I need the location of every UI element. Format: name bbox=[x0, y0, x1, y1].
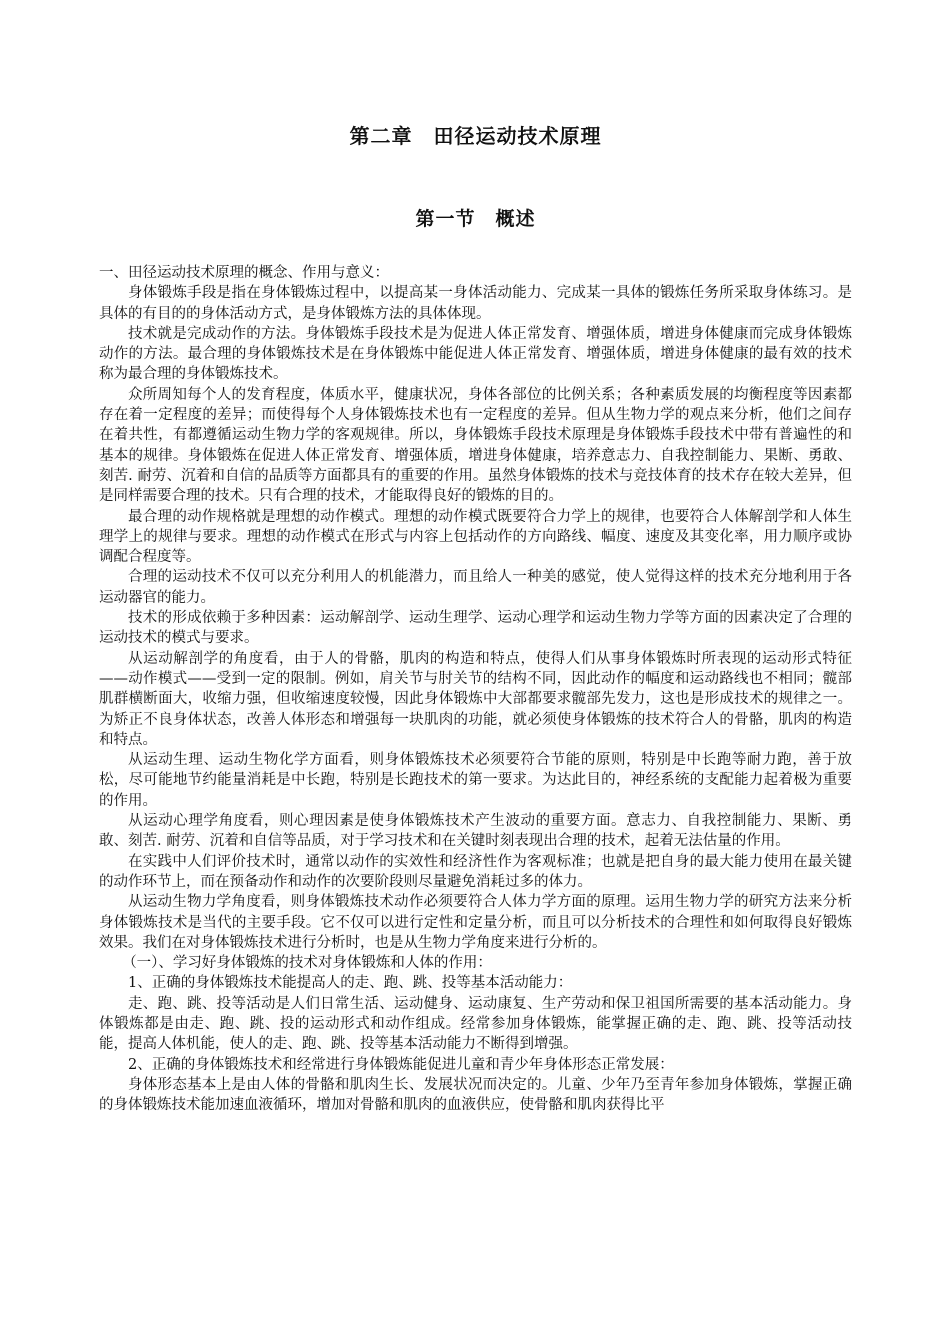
paragraph: 从运动心理学角度看，则心理因素是使身体锻炼技术产生波动的重要方面。意志力、自我控制能力、果断、勇敢、刻苦. 耐劳、沉着和自信等品质，对于学习技术和在关键时刻表现出合理的技术，起着无法估量的作用。 bbox=[99, 813, 852, 850]
paragraph: 合理的运动技术不仅可以充分利用人的机能潜力，而且给人一种美的感觉，使人觉得这样的技术充分地利用于各运动器官的能力。 bbox=[99, 569, 852, 606]
paragraph: 最合理的动作规格就是理想的动作模式。理想的动作模式既要符合力学上的规律，也要符合人体解剖学和人体生理学上的规律与要求。理想的动作模式在形式与内容上包括动作的方向路线、幅度、速度及其变化率，用力顺序或协调配合程度等。 bbox=[99, 508, 852, 566]
paragraph: 从运动解剖学的角度看，由于人的骨骼，肌肉的构造和特点，使得人们从事身体锻炼时所表现的运动形式特征——动作模式——受到一定的限制。例如，肩关节与肘关节的结构不同，因此动作的幅度和运动路线也不相同；髋部肌群横断面大，收缩力强，但收缩速度较慢，因此身体锻炼中大部都要求髋部先发力，这也是形成技术的规律之一。为矫正不良身体状态，改善人体形态和增强每一块肌肉的功能，就必须使身体锻炼的技术符合人的骨骼，肌肉的构造和特点。 bbox=[99, 650, 852, 748]
paragraph: 技术的形成依赖于多种因素：运动解剖学、运动生理学、运动心理学和运动生物力学等方面的因素决定了合理的运动技术的模式与要求。 bbox=[99, 610, 852, 647]
subheading-1: （一）、学习好身体锻炼的技术对身体锻炼和人体的作用： bbox=[122, 955, 492, 972]
item-2-title: 2、正确的身体锻炼技术和经常进行身体锻炼能促进儿童和青少年身体形态正常发展： bbox=[128, 1056, 674, 1073]
section-title: 第一节 概述 bbox=[415, 208, 536, 230]
paragraph: 技术就是完成动作的方法。身体锻炼手段技术是为促进人体正常发育、增强体质，增进身体健康而完成身体锻炼动作的方法。最合理的身体锻炼技术是在身体锻炼中能促进人体正常发育、增强体质，增进身体健康的最有效的技术称为最合理的身体锻炼技术。 bbox=[99, 325, 852, 383]
paragraph: 在实践中人们评价技术时，通常以动作的实效性和经济性作为客观标准；也就是把自身的最大能力使用在最关键的动作环节上，而在预备动作和动作的次要阶段则尽量避免消耗过多的体力。 bbox=[99, 853, 852, 890]
item-1-text: 走、跑、跳、投等活动是人们日常生活、运动健身、运动康复、生产劳动和保卫祖国所需要的基本活动能力。身体锻炼都是由走、跑、跳、投的运动形式和动作组成。经常参加身体锻炼，能掌握正确的走、跑、跳、投等活动技能，提高人体机能，使人的走、跑、跳、投等基本活动能力不断得到增强。 bbox=[99, 995, 852, 1053]
paragraph: 众所周知每个人的发育程度，体质水平，健康状况，身体各部位的比例关系；各种素质发展的均衡程度等因素都存在着一定程度的差异；而使得每个人身体锻炼技术也有一定程度的差异。但从生物力学的观点来分析，他们之间存在着共性，有都遵循运动生物力学的客观规律。所以，身体锻炼手段技术原理是身体锻炼手段技术中带有普遍性的和基本的规律。身体锻炼在促进人体正常发育、增强体质，增进身体健康，培养意志力、自我控制能力、果断、勇敢、刻苦. 耐劳、沉着和自信的品质等方面都具有的重要的作用。虽然身体锻炼的技术与竞技体育的技术存在较大差异，但是同样需要合理的技术。只有合理的技术，才能取得良好的锻炼的目的。 bbox=[99, 386, 852, 505]
paragraph: 从运动生理、运动生物化学方面看，则身体锻炼技术必须要符合节能的原则，特别是中长跑等耐力跑，善于放松，尽可能地节约能量消耗是中长跑，特别是长跑技术的第一要求。为达此目的，神经系统的支配能力起着极为重要的作用。 bbox=[99, 752, 852, 809]
item-1-title: 1、正确的身体锻炼技术能提高人的走、跑、跳、投等基本活动能力： bbox=[128, 975, 573, 992]
heading-1: 一、田径运动技术原理的概念、作用与意义： bbox=[99, 265, 389, 281]
paragraph: 从运动生物力学角度看，则身体锻炼技术动作必须要符合人体力学方面的原理。运用生物力学的研究方法来分析身体锻炼技术是当代的主要手段。它不仅可以进行定性和定量分析，而且可以分析技术的合理性和如何取得良好锻炼效果。我们在对身体锻炼技术进行分析时，也是从生物力学角度来进行分析的。 bbox=[99, 894, 852, 951]
document-body bbox=[99, 263, 852, 1115]
paragraph: 身体锻炼手段是指在身体锻炼过程中，以提高某一身体活动能力、完成某一具体的锻炼任务所采取身体练习。是具体的有目的的身体活动方式，是身体锻炼方法的具体体现。 bbox=[99, 285, 852, 322]
chapter-title: 第二章 田径运动技术原理 bbox=[349, 124, 602, 148]
item-2-text: 身体形态基本上是由人体的骨骼和肌肉生长、发展状况而决定的。儿童、少年乃至青年参加身体锻炼，掌握正确的身体锻炼技术能加速血液循环，增加对骨骼和肌肉的血液供应，使骨骼和肌肉获得比平 bbox=[99, 1076, 852, 1114]
